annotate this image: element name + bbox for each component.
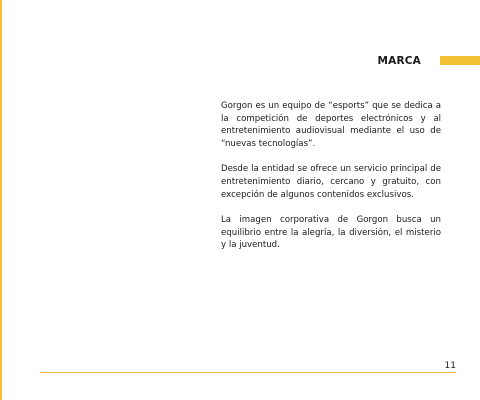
paragraph-intro: Gorgon es un equipo de “esports” que se dedica a la competición de deportes electrónicos y al entretenimiento audiovisual mediante el uso de “nuevas tecnologías”. [221,101,441,149]
section-title: MARCA [377,55,421,67]
paragraph-image: La imagen corporativa de Gorgon busca un equilibrio entre la alegría, la diversión, el misterio y la juventud. [221,215,441,251]
footer-rule [40,372,456,373]
section-accent-bar [440,56,480,65]
left-accent-rule [0,0,2,400]
paragraph-service: Desde la entidad se ofrece un servicio principal de entretenimiento diario, cercano y gratuito, con excepción de algunos contenidos exclusivos. [221,164,441,200]
page-number: 11 [444,361,456,371]
body-text [221,100,441,265]
